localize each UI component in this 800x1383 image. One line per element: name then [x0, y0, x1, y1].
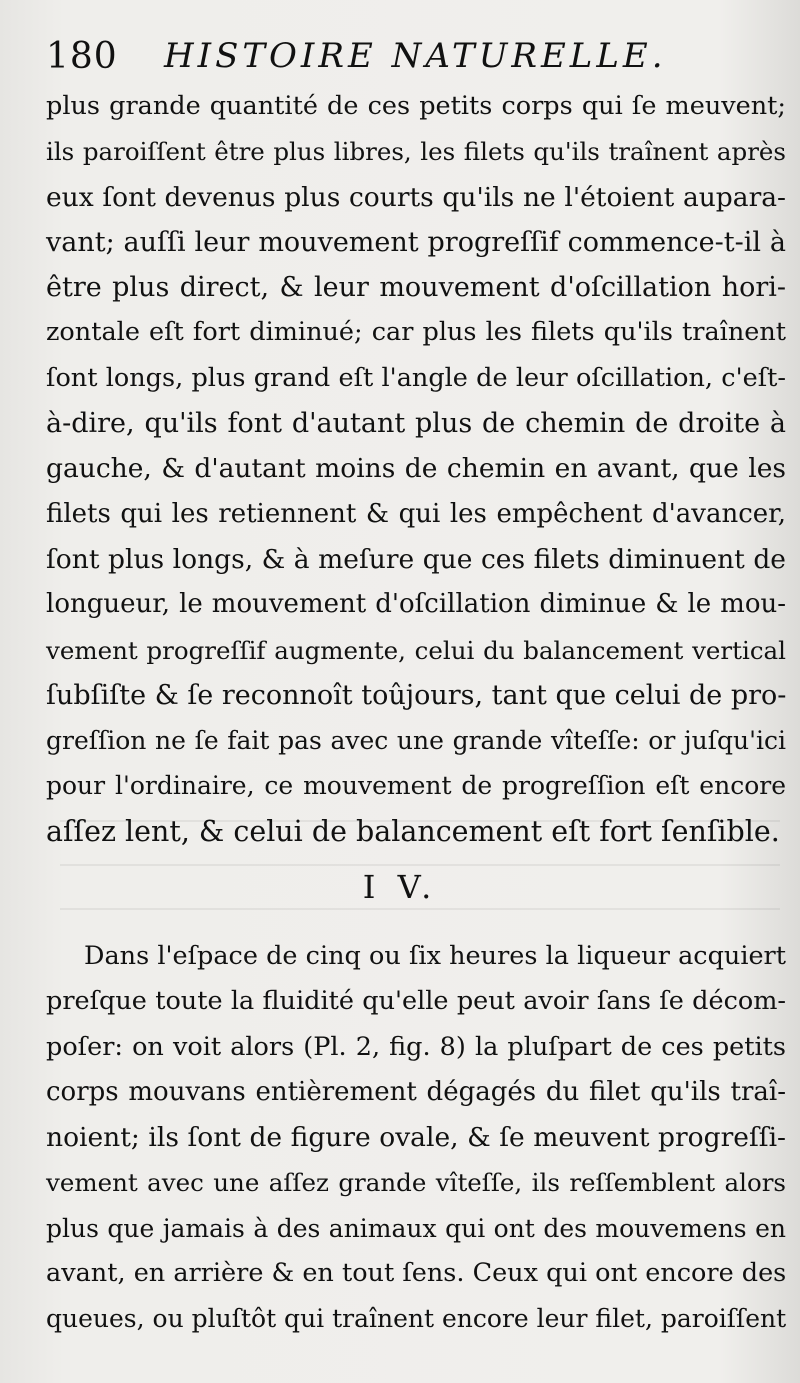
text-line: ſubſiſte & ſe reconnoît toûjours, tant que celui de pro-: [46, 679, 787, 711]
text-line: gauche, & d'autant moins de chemin en avant, que les: [46, 453, 786, 485]
text-line: vement avec une aſſez grande vîteſſe, ils reſſemblent alors: [46, 1168, 786, 1198]
text-line: Dans l'eſpace de cinq ou ſix heures la liqueur acquiert: [84, 941, 786, 971]
text-line: corps mouvans entièrement dégagés du filet qu'ils traî-: [46, 1076, 786, 1107]
section-heading: I V.: [362, 868, 438, 906]
text-line: preſque toute la fluidité qu'elle peut avoir ſans ſe décom-: [46, 986, 786, 1017]
text-line: filets qui les retiennent & qui les empêchent d'avancer,: [46, 498, 786, 529]
text-line: ils paroiſſent être plus libres, les filets qu'ils traînent après: [46, 137, 786, 167]
text-line: ſont longs, plus grand eſt l'angle de leur oſcillation, c'eſt-: [46, 362, 786, 393]
text-line: greſſion ne ſe fait pas avec une grande vîteſſe: or juſqu'ici: [46, 726, 786, 756]
text-line: ſont plus longs, & à meſure que ces filets diminuent de: [46, 543, 786, 575]
text-line: pour l'ordinaire, ce mouvement de progreſſion eſt encore: [46, 771, 786, 801]
text-line: longueur, le mouvement d'oſcillation diminue & le mou-: [46, 589, 786, 620]
text-line-last: aſſez lent, & celui de balancement eſt fort ſenſible.: [46, 814, 780, 848]
paragraph-2: [46, 934, 786, 1342]
text-line: à-dire, qu'ils font d'autant plus de chemin de droite à: [46, 408, 786, 440]
text-line: eux ſont devenus plus courts qu'ils ne l'étoient aupara-: [46, 181, 786, 213]
text-line: poſer: on voit alors (Pl. 2, fig. 8) la pluſpart de ces petits: [46, 1031, 786, 1062]
running-title: HISTOIRE NATURELLE.: [164, 36, 667, 76]
text-line: plus que jamais à des animaux qui ont des mouvemens en: [46, 1213, 786, 1243]
text-line: plus grande quantité de ces petits corps qui ſe meuvent;: [46, 91, 786, 121]
text-line: vement progreſſif augmente, celui du balancement vertical: [46, 635, 786, 665]
text-line: noient; ils ſont de figure ovale, & ſe meuvent progreſſi-: [46, 1122, 786, 1154]
paragraph-1: [46, 84, 786, 854]
page-number: 180: [46, 36, 118, 77]
text-line: être plus direct, & leur mouvement d'oſcillation hori-: [46, 272, 786, 304]
text-line: zontale eſt fort diminué; car plus les filets qu'ils traînent: [46, 317, 786, 348]
text-line: vant; auſſi leur mouvement progreſſif commence-t-il à: [46, 226, 786, 258]
text-line: avant, en arrière & en tout ſens. Ceux qui ont encore des: [46, 1258, 787, 1289]
text-line: queues, ou pluſtôt qui traînent encore leur filet, paroiſſent: [46, 1304, 787, 1334]
